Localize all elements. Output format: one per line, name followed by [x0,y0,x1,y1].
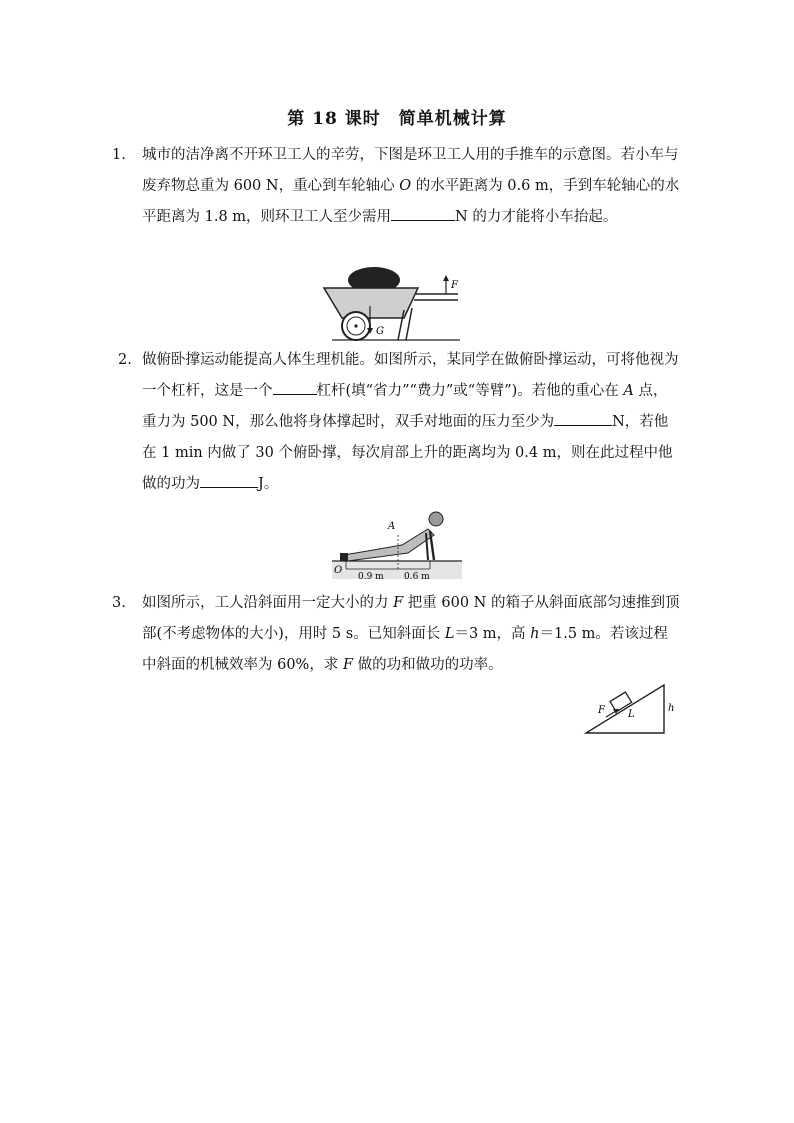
question-number: 1. [112,147,126,163]
h-label: h [668,703,675,714]
question-text: 城市的洁净离不开环卫工人的辛劳，下图是环卫工人用的手推车的示意图。若小车与废弃物总重为 600 N，重心到车轮轴心 O 的水平距离为 0.6 m，手到车轮轴心的水平距离为 1.8 m，则环卫工人至少需用 N 的力才能将小车抬起。 [142,147,680,225]
answer-blank[interactable] [391,204,455,221]
answer-blank[interactable] [554,409,612,426]
answer-blank[interactable] [200,471,258,488]
ground [332,561,462,579]
question-text: 做俯卧撑运动能提高人体生理机能。如图所示，某同学在做俯卧撑运动，可将他视为一个杠杆，这是一个 杠杆(填“省力”“费力”或“等臂”)。若他的重心在 A 点，重力为 500 N，那么他将身体撑起时，双手对地面的压力至少为 N，若他在 1 min 内做了 30 个俯卧撑，每次肩部上升的距离均为 0.4 m，则在此过程中他做的功为 J。 [142,352,679,492]
question-text: 如图所示，工人沿斜面用一定大小的力 F 把重 600 N 的箱子从斜面底部匀速推到顶部(不考虑物体的大小)，用时 5 s。已知斜面长 L＝3 m，高 h＝1.5 m。若该过程中斜面的机械效率为 60%，求 F 做的功和做功的功率。 [142,595,680,673]
question-number: 2. [118,352,132,368]
f-label: F [451,280,458,291]
answer-blank[interactable] [273,378,317,395]
incline-figure [580,683,680,737]
o-label: O [334,565,343,576]
question-1 [112,140,680,233]
dim-label-1: 0.9 m [358,572,384,582]
question-number: 3. [112,595,126,611]
l-label: L [628,709,635,720]
a-label: A [388,521,396,532]
page-title: 第 18 课时 简单机械计算 [287,109,507,129]
question-2 [112,345,680,500]
dim-label-2: 0.6 m [404,572,430,582]
g-label: G [376,326,384,337]
question-3 [112,588,680,681]
head [429,512,443,526]
wheelbarrow-figure [318,262,466,344]
body-shape [344,529,434,561]
f-label: F [598,705,605,716]
pushup-figure [330,505,464,585]
